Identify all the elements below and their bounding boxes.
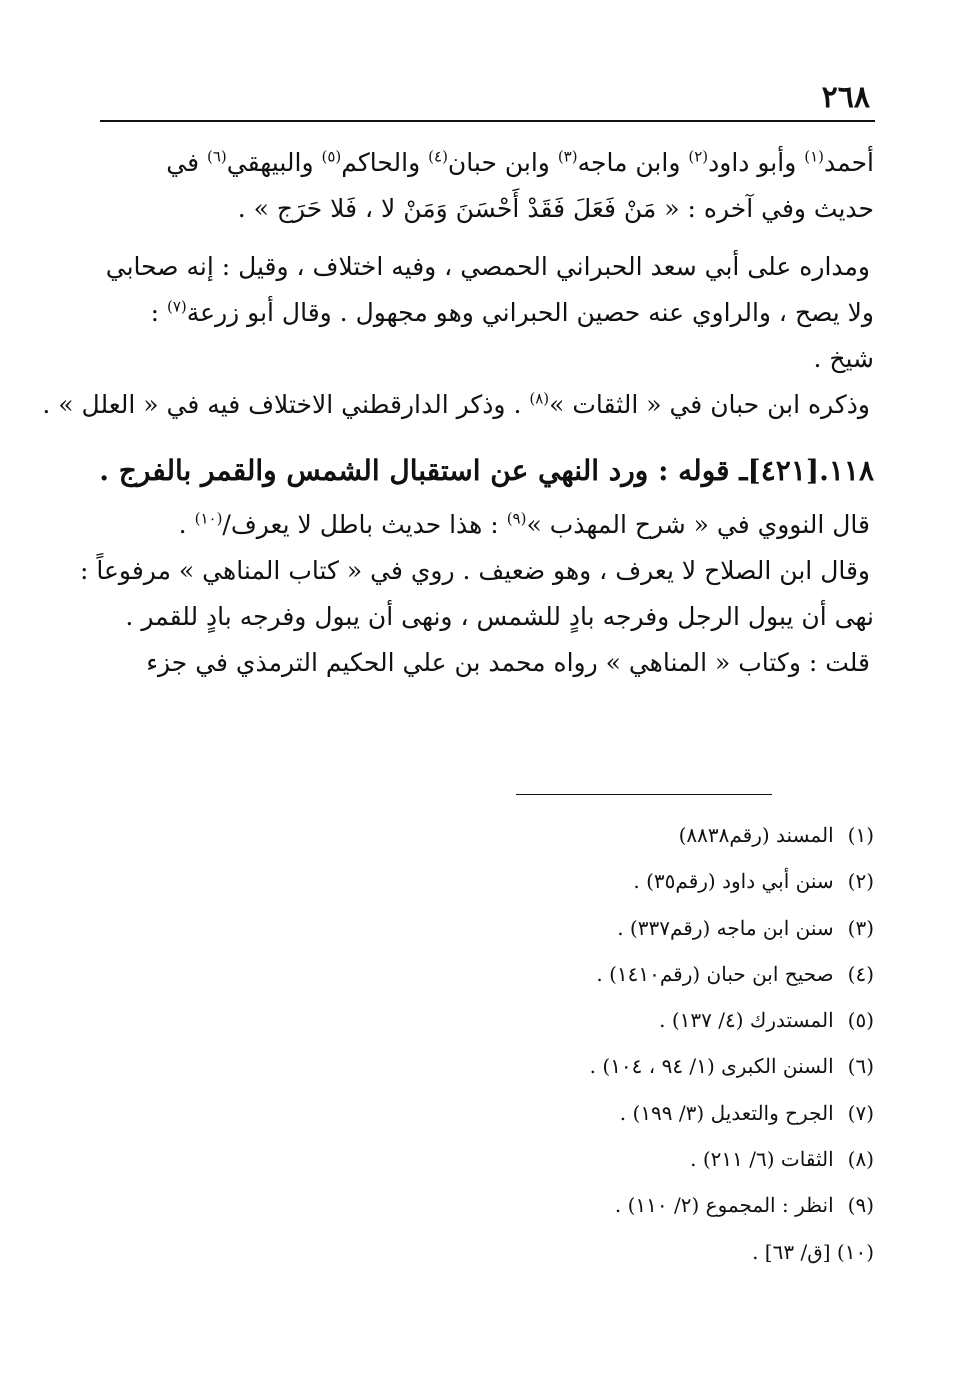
footnote [102,1182,874,1228]
text-line: قلت : وكتاب « المناهي » رواه محمد بن علي الحكيم الترمذي في جزء [146,648,870,677]
footnote-number: (٣) [847,915,874,940]
footnote-text: السنن الكبرى (١/ ٩٤ ، ١٠٤) . [589,1054,834,1079]
footnotes [102,812,874,1275]
text-line: أحمد$^{(١)}$ وأبو داود$^{(٢)}$ وابن ماجه$^{(٣)}$ وابن حبان$^{(٤)}$ والحاكم$^{(٥)}$ والبيهقي$^{(٦)}$ في [166,147,874,177]
footnote-text: سنن أبي داود (رقم٣٥) . [633,869,834,894]
footnote-text: الثقات (٦/ ٢١١) . [690,1147,834,1172]
footnote-number: (١٠) [836,1239,874,1264]
footnote-text: [ق/ ٦٣] . [752,1239,831,1264]
footnote-text: صحيح ابن حبان (رقم١٤١٠) . [596,961,834,986]
footnote [102,1090,874,1136]
footnote [102,858,874,904]
footnote [102,905,874,951]
footnote [102,812,874,858]
main-text [42,140,874,686]
footnote-text: انظر : المجموع (٢/ ١١٠) . [614,1193,834,1218]
text-line: ولا يصح ، والراوي عنه حصين الحبراني وهو مجهول . وقال أبو زرعة$^{(٧)}$ : [150,297,874,327]
footnote [102,1229,874,1275]
text-line: نهى أن يبول الرجل وفرجه بادٍ للشمس ، ونهى أن يبول وفرجه بادٍ للقمر . [125,602,874,631]
footnote-number: (٨) [847,1147,874,1172]
footnote-separator [516,794,772,795]
text-line: وذكره ابن حبان في « الثقات »$^{(٨)}$ . وذكر الدارقطني الاختلاف فيه في « العلل » . [42,389,870,419]
footnote-text: الجرح والتعديل (٣/ ١٩٩) . [619,1100,834,1125]
footnote-text: سنن ابن ماجه (رقم٣٣٧) . [617,915,834,940]
footnote-text: المسند (رقم٨٨٣٨) [678,823,834,847]
footnote [102,1043,874,1089]
text-line: حديث وفي آخره : « مَنْ فَعَلَ فَقَدْ أَحْسَنَ وَمَنْ لا ، فَلا حَرَج » . [237,194,874,223]
text-line: قال النووي في « شرح المهذب »$^{(٩)}$ : هذا حديث باطل لا يعرف/$^{(١٠)}$ . [178,509,870,539]
footnote-number: (٢) [847,869,874,894]
footnote [102,951,874,997]
header-rule [100,120,875,122]
section-heading: ١١٨.[٤٢١]ـ قوله : ورد النهي عن استقبال الشمس والقمر بالفرج . [99,454,874,487]
footnote [102,1136,874,1182]
footnote-number: (٧) [847,1100,874,1125]
text-line: شيخ . [813,344,874,373]
text-line: ومداره على أبي سعد الحبراني الحمصي ، وفيه اختلاف ، وقيل : إنه صحابي [105,252,870,281]
text-line: وقال ابن الصلاح لا يعرف ، وهو ضعيف . روي في « كتاب المناهي » مرفوعاً : [80,556,870,585]
footnote [102,997,874,1043]
footnote-number: (١) [847,823,874,847]
footnote-number: (٩) [847,1193,874,1218]
footnote-number: (٤) [847,961,874,986]
footnote-number: (٦) [847,1054,874,1079]
page-number: ٢٦٨ [821,80,870,115]
footnote-text: المستدرك (٤/ ١٣٧) . [659,1008,834,1033]
footnote-number: (٥) [847,1008,874,1033]
